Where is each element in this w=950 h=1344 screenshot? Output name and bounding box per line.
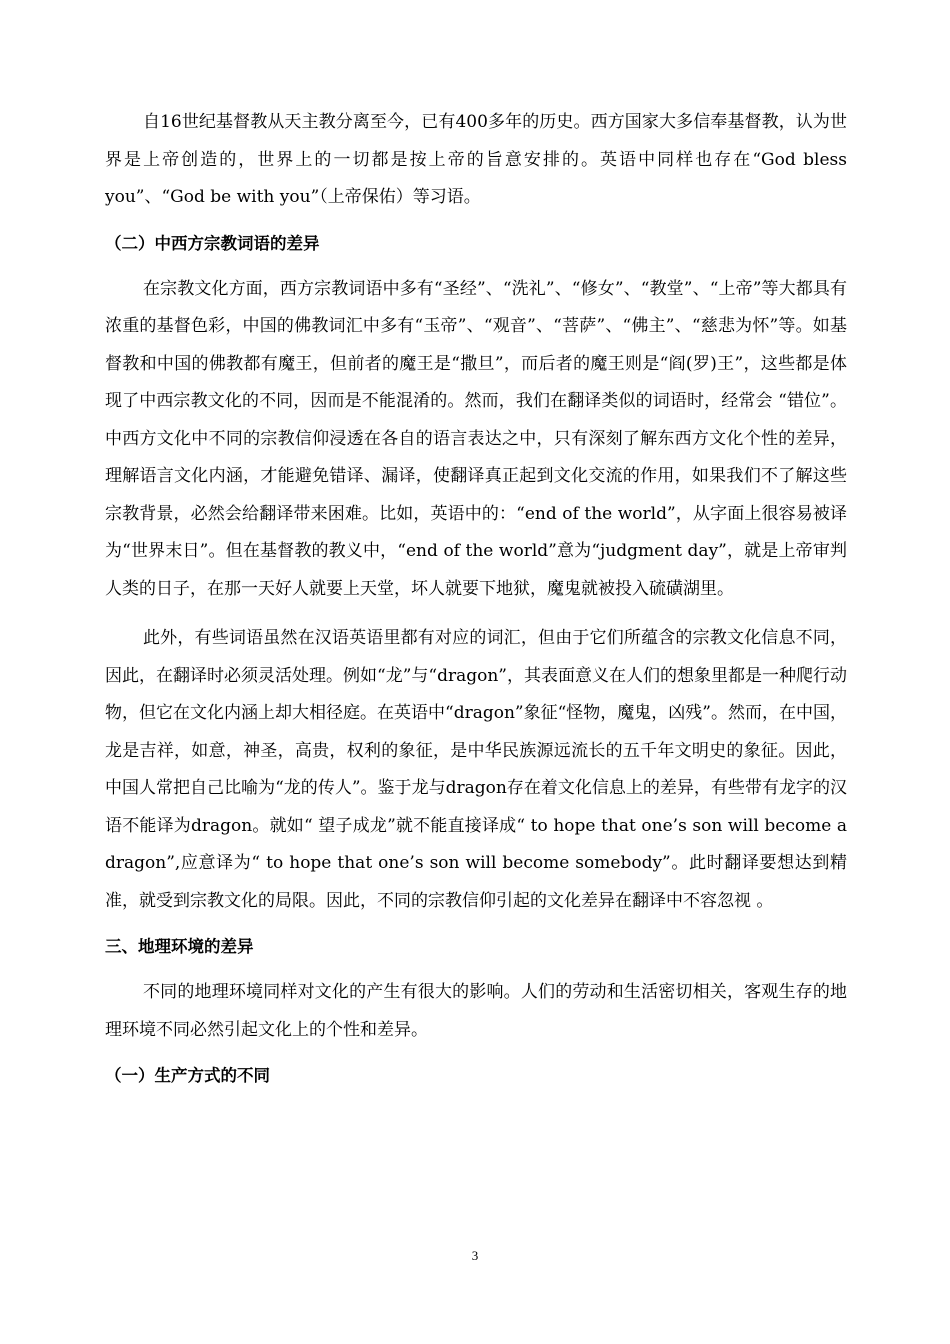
section-heading-religious-terms: （二）中西方宗教词语的差异 <box>105 233 320 253</box>
page-number: 3 <box>471 1248 479 1263</box>
paragraph-geographic-environment: 不同的地理环境同样对文化的产生有很大的影响。人们的劳动和生活密切相关，客观生存的地理环境不同必然引起文化上的个性和差异。 <box>105 982 847 1040</box>
section-heading-geography: 三、地理环境的差异 <box>105 937 254 956</box>
paragraph-dragon-example: 此外，有些词语虽然在汉语英语里都有对应的词汇，但由于它们所蕴含的宗教文化信息不同，因此，在翻译时必须灵活处理。例如“龙”与“dragon”，其表面意义在人们的想象里都是一种爬行动物，但它在文化内涵上却大相径庭。在英语中“dragon”象征“怪物，魔鬼，凶残”。然而，在中国，龙是吉祥，如意，神圣，高贵，权利的象征，是中华民族源远流长的五千年文明史的象征。因此，中国人常把自己比喻为“龙的传人”。鉴于龙与dragon存在着文化信息上的差异，有些带有龙字的汉语不能译为dragon。就如“ 望子成龙”就不能直接译成“ to hope that one’s son will become a dragon”,应意译为“ to hope that one’s son will become somebody”。此时翻译要想达到精准，就受到宗教文化的局限。因此，不同的宗教信仰引起的文化差异在翻译中不容忽视 。 <box>105 628 847 911</box>
document-body <box>105 104 847 1091</box>
paragraph-christianity-history: 自16世纪基督教从天主教分离至今，已有400多年的历史。西方国家大多信奉基督教，认为世界是上帝创造的，世界上的一切都是按上帝的旨意安排的。英语中同样也存在“God bless you”、“God be with you”（上帝保佑）等习语。 <box>105 112 847 207</box>
paragraph-religious-vocabulary: 在宗教文化方面，西方宗教词语中多有“圣经”、“洗礼”、“修女”、“教堂”、“上帝”等大都具有浓重的基督色彩，中国的佛教词汇中多有“玉帝”、“观音”、“菩萨”、“佛主”、“慈悲为怀”等。如基督教和中国的佛教都有魔王，但前者的魔王是“撒旦”，而后者的魔王则是“阎(罗)王”，这些都是体现了中西宗教文化的不同，因而是不能混淆的。然而，我们在翻译类似的词语时，经常会 “错位”。中西方文化中不同的宗教信仰浸透在各自的语言表达之中，只有深刻了解东西方文化个性的差异，理解语言文化内涵，才能避免错译、漏译，使翻译真正起到文化交流的作用，如果我们不了解这些宗教背景，必然会给翻译带来困难。比如，英语中的：“end of the world”，从字面上很容易被译为“世界末日”。但在基督教的教义中，“end of the world”意为“judgment day”，就是上帝审判人类的日子，在那一天好人就要上天堂，坏人就要下地狱，魔鬼就被投入硫磺湖里。 <box>105 278 847 599</box>
section-heading-production-methods: （一）生产方式的不同 <box>105 1066 270 1085</box>
